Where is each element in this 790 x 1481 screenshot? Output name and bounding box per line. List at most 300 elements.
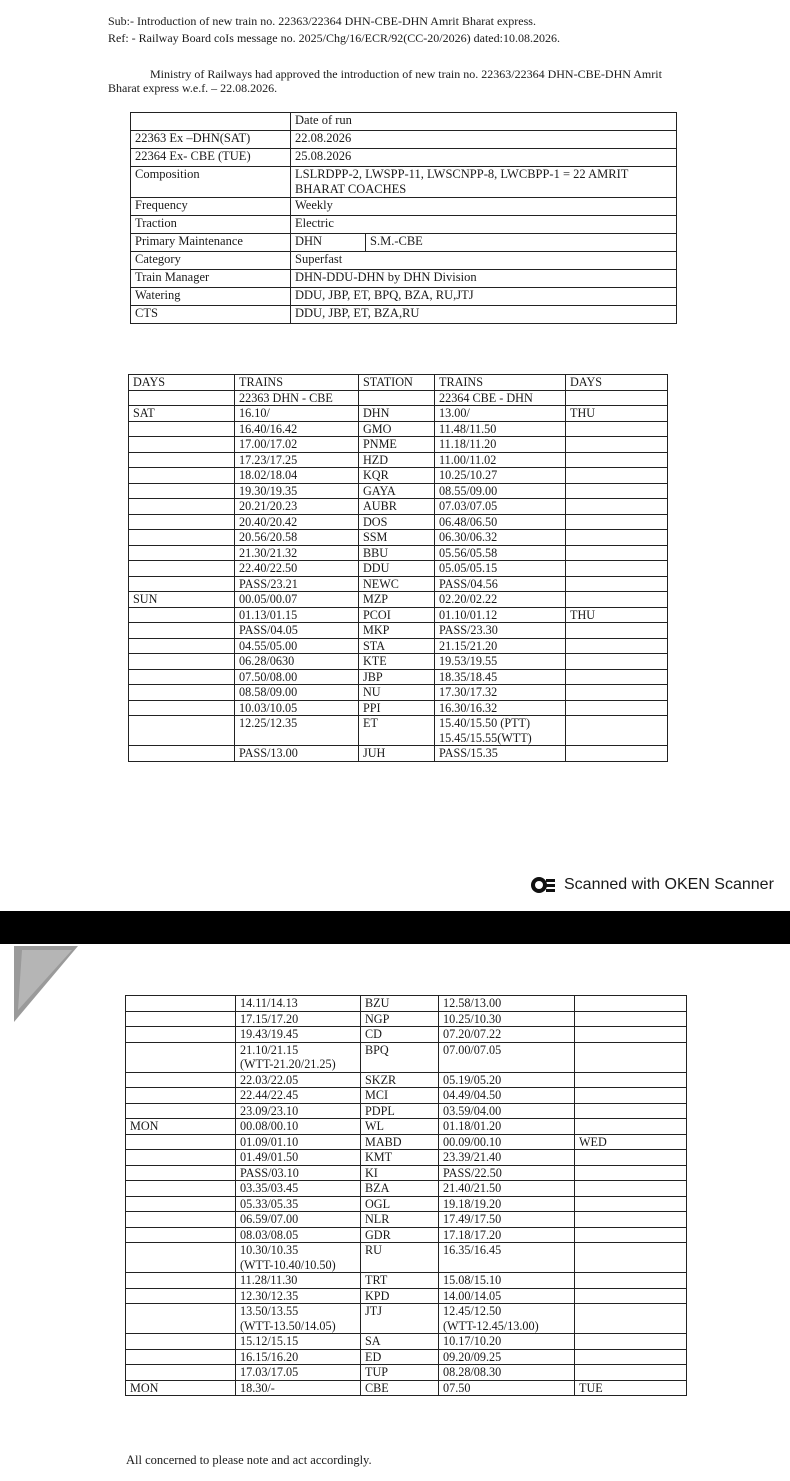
time-right-text: 10.17/10.20 (443, 1334, 502, 1348)
day-right (566, 716, 668, 746)
day-left (126, 1119, 236, 1135)
day-right (566, 499, 668, 515)
time-left-text: 19.30/19.35 (239, 483, 298, 498)
table-row (129, 576, 668, 592)
station-code-text: DHN (363, 406, 390, 420)
time-right (439, 1349, 575, 1365)
time-left (236, 1027, 361, 1043)
time-right (439, 1072, 575, 1088)
station-code-text: ED (365, 1349, 382, 1364)
station-code-text: NU (363, 685, 381, 699)
station-code (361, 1196, 439, 1212)
table-row (129, 700, 668, 716)
details-value: DHN (291, 234, 366, 252)
time-left (236, 1165, 361, 1181)
station-code-text: KMT (365, 1150, 393, 1164)
day-right-text: TUE (579, 1380, 603, 1395)
time-right (439, 1243, 575, 1273)
time-right-text: 06.48/06.50 (439, 514, 498, 529)
day-left-text: SAT (133, 406, 155, 420)
station-code-text: JTJ (365, 1304, 382, 1318)
time-right-text: 12.58/13.00 (443, 996, 502, 1010)
table-row (129, 592, 668, 608)
col-header-trains-left: TRAINS (235, 375, 359, 391)
station-code (361, 1212, 439, 1228)
day-right-text: WED (579, 1134, 607, 1149)
station-code (359, 669, 435, 685)
station-code-text: KQR (363, 468, 389, 482)
station-code (359, 700, 435, 716)
day-left (129, 700, 235, 716)
time-left-text: 06.28/0630 (239, 654, 295, 668)
time-left (236, 1304, 361, 1334)
day-right (575, 1150, 687, 1166)
time-right-text: 11.18/11.20 (439, 437, 497, 451)
day-right (566, 530, 668, 546)
day-left (126, 1103, 236, 1119)
table-row (126, 1119, 687, 1135)
time-left-text: 01.49/01.50 (240, 1150, 299, 1164)
details-row (131, 234, 677, 252)
details-label: Traction (131, 216, 291, 234)
station-code-text: NEWC (363, 576, 399, 591)
day-right (575, 1134, 687, 1150)
details-value: Weekly (291, 198, 677, 216)
station-code-text: SSM (363, 530, 388, 544)
day-right (575, 1181, 687, 1197)
time-right (439, 1181, 575, 1197)
time-right-text: 07.20/07.22 (443, 1027, 502, 1041)
table-row (129, 483, 668, 499)
station-code-text: ET (363, 716, 378, 730)
day-left (126, 1042, 236, 1072)
table-row (126, 1165, 687, 1181)
day-left (129, 607, 235, 623)
time-right-text: 15.40/15.50 (PTT) (439, 716, 531, 730)
time-right-text: PASS/23.30 (439, 623, 498, 637)
station-code (361, 1103, 439, 1119)
day-left (129, 406, 235, 422)
time-right (439, 1304, 575, 1334)
time-left-text: 08.58/09.00 (239, 685, 298, 699)
day-right (575, 1304, 687, 1334)
day-left (129, 576, 235, 592)
time-right (439, 1011, 575, 1027)
details-label: 22364 Ex- CBE (TUE) (131, 149, 291, 167)
time-left-text: 04.55/05.00 (239, 638, 298, 653)
details-value: 25.08.2026 (291, 149, 677, 167)
time-right-text: 17.49/17.50 (443, 1212, 502, 1226)
time-left (236, 1150, 361, 1166)
time-left-text: 16.40/16.42 (239, 421, 298, 436)
time-left (235, 716, 359, 746)
time-right-text: 03.59/04.00 (443, 1103, 502, 1118)
day-right (575, 1349, 687, 1365)
day-left (126, 1288, 236, 1304)
details-row (131, 306, 677, 324)
time-right-text: 21.15/21.20 (439, 638, 498, 653)
station-code-text: GAYA (363, 483, 396, 498)
time-right (439, 1334, 575, 1350)
time-left-text: PASS/23.21 (239, 576, 298, 591)
table-row (129, 561, 668, 577)
time-right-text: 11.48/11.50 (439, 421, 497, 436)
details-label: Train Manager (131, 270, 291, 288)
time-left (235, 561, 359, 577)
details-row (131, 167, 677, 198)
table-row (129, 452, 668, 468)
table-row (126, 1365, 687, 1381)
time-left-text: 13.50/13.55 (240, 1304, 299, 1318)
time-left (236, 1380, 361, 1396)
train-details-table (130, 112, 677, 324)
station-code (359, 421, 435, 437)
time-right-text: 06.30/06.32 (439, 530, 498, 544)
day-left (126, 1380, 236, 1396)
day-right (575, 1288, 687, 1304)
day-left (126, 1304, 236, 1334)
time-right (439, 1380, 575, 1396)
day-left (129, 716, 235, 746)
day-right (575, 1103, 687, 1119)
time-right-text: 04.49/04.50 (443, 1088, 502, 1102)
station-code-text: RU (365, 1243, 382, 1257)
station-code (359, 592, 435, 608)
time-left (235, 654, 359, 670)
reference-line: Ref: - Railway Board coIs message no. 2025/Chg/16/ECR/92(CC-20/2026) dated:10.08.2026. (108, 31, 560, 45)
time-right-text: 15.08/15.10 (443, 1273, 502, 1287)
time-right (439, 1042, 575, 1072)
table-row (129, 406, 668, 422)
station-code (361, 1304, 439, 1334)
table-row (129, 638, 668, 654)
day-right (575, 1088, 687, 1104)
day-right (566, 483, 668, 499)
day-left (129, 638, 235, 654)
station-code-text: JBP (363, 669, 383, 684)
details-row (131, 216, 677, 234)
station-code (361, 1150, 439, 1166)
station-code (359, 623, 435, 639)
day-right (575, 1273, 687, 1289)
time-right (439, 1227, 575, 1243)
station-code-text: BZU (365, 996, 390, 1010)
day-left (129, 483, 235, 499)
day-right (566, 746, 668, 762)
time-left (236, 1072, 361, 1088)
time-right-text: 18.35/18.45 (439, 669, 498, 684)
station-code-text: HZD (363, 452, 389, 467)
station-code (361, 1042, 439, 1072)
day-left (126, 1027, 236, 1043)
table-row (129, 499, 668, 515)
time-left-text: PASS/03.10 (240, 1165, 299, 1180)
time-left-text: 17.15/17.20 (240, 1011, 299, 1026)
footer-note: All concerned to please note and act accordingly. (126, 1453, 372, 1467)
day-left (129, 499, 235, 515)
time-right (435, 669, 566, 685)
station-code-text: TRT (365, 1273, 388, 1287)
time-right-text: 07.50 (443, 1380, 471, 1395)
station-code (359, 468, 435, 484)
time-left-text: 10.30/10.35 (240, 1243, 299, 1257)
station-code-text: BBU (363, 545, 389, 560)
station-code (359, 685, 435, 701)
table-row (126, 1380, 687, 1396)
station-code-text: MZP (363, 592, 389, 606)
time-left (236, 1196, 361, 1212)
details-label: Frequency (131, 198, 291, 216)
day-left (129, 468, 235, 484)
day-left (126, 1349, 236, 1365)
day-left (126, 1134, 236, 1150)
day-left (129, 437, 235, 453)
station-code (359, 514, 435, 530)
time-right-text: 08.55/09.00 (439, 483, 498, 498)
table-row (126, 1304, 687, 1334)
day-right (566, 685, 668, 701)
time-right (439, 1288, 575, 1304)
time-left (235, 746, 359, 762)
table-row (126, 1181, 687, 1197)
time-right-text: 05.19/05.20 (443, 1072, 502, 1087)
day-left (129, 421, 235, 437)
blank-cell (129, 390, 235, 406)
time-right (439, 996, 575, 1012)
day-right (575, 1027, 687, 1043)
time-left-text: 21.10/21.15 (240, 1042, 299, 1057)
time-right (435, 421, 566, 437)
day-right (575, 1011, 687, 1027)
time-left (236, 1119, 361, 1135)
time-left (236, 1134, 361, 1150)
time-left-text-2: (WTT-10.40/10.50) (240, 1257, 336, 1272)
time-left-text: 15.12/15.15 (240, 1334, 299, 1348)
day-left-text: SUN (133, 592, 158, 606)
station-code (361, 1365, 439, 1381)
time-left-text: 20.40/20.42 (239, 514, 298, 529)
day-left (126, 1011, 236, 1027)
time-left (235, 700, 359, 716)
station-code (361, 1088, 439, 1104)
day-left (126, 1088, 236, 1104)
station-code (359, 746, 435, 762)
station-code (359, 452, 435, 468)
time-left (236, 1349, 361, 1365)
station-code (361, 1349, 439, 1365)
day-left (129, 669, 235, 685)
details-label: Composition (131, 167, 291, 198)
station-code-text: WL (365, 1119, 384, 1133)
time-left (235, 592, 359, 608)
date-of-run-label: Date of run (291, 113, 677, 131)
time-right (439, 1088, 575, 1104)
blank-cell (359, 390, 435, 406)
time-left-text: 21.30/21.32 (239, 545, 298, 560)
day-left (129, 561, 235, 577)
details-row (131, 198, 677, 216)
time-right (435, 638, 566, 654)
table-row (126, 1011, 687, 1027)
col-header-days-right: DAYS (566, 375, 668, 391)
table-row (129, 514, 668, 530)
station-code-text: DDU (363, 561, 390, 575)
folded-corner-shadow (14, 946, 78, 1022)
time-left-text: 00.05/00.07 (239, 592, 298, 606)
table-row (126, 1088, 687, 1104)
time-left (235, 623, 359, 639)
table-row (126, 1196, 687, 1212)
time-left (235, 421, 359, 437)
time-right-text-2: 15.45/15.55(WTT) (439, 730, 532, 745)
time-right (435, 514, 566, 530)
time-left-text: 23.09/23.10 (240, 1103, 299, 1118)
day-right (566, 623, 668, 639)
train-left-name: 22363 DHN - CBE (235, 390, 359, 406)
day-right (575, 1072, 687, 1088)
day-right-text: THU (570, 406, 596, 420)
day-right (566, 545, 668, 561)
time-right-text: 19.18/19.20 (443, 1196, 502, 1211)
station-code-text: PNME (363, 437, 397, 451)
timetable-header-row (129, 375, 668, 391)
time-right (435, 545, 566, 561)
blank-cell (566, 390, 668, 406)
time-left (235, 452, 359, 468)
day-right (575, 1380, 687, 1396)
time-right-text: 14.00/14.05 (443, 1288, 502, 1303)
station-code (359, 545, 435, 561)
station-code (359, 561, 435, 577)
day-right (575, 1227, 687, 1243)
time-left-text: 22.44/22.45 (240, 1088, 299, 1102)
time-right (439, 1273, 575, 1289)
time-left (236, 1334, 361, 1350)
time-right (435, 654, 566, 670)
time-left (235, 514, 359, 530)
day-left (126, 996, 236, 1012)
day-left (129, 514, 235, 530)
day-right (566, 452, 668, 468)
time-left-text: 01.09/01.10 (240, 1134, 299, 1149)
time-left (236, 1273, 361, 1289)
station-code (359, 406, 435, 422)
station-code-text: TUP (365, 1365, 389, 1379)
station-code (361, 1273, 439, 1289)
station-code-text: SKZR (365, 1072, 397, 1087)
table-row (126, 1134, 687, 1150)
time-right-text: 17.18/17.20 (443, 1227, 502, 1242)
details-label-cell (131, 113, 291, 131)
details-row (131, 270, 677, 288)
time-left (235, 545, 359, 561)
time-right (439, 1165, 575, 1181)
station-code (361, 996, 439, 1012)
table-row (129, 607, 668, 623)
table-row (129, 685, 668, 701)
time-left (235, 669, 359, 685)
station-code-text: JUH (363, 746, 386, 760)
time-right (439, 1027, 575, 1043)
time-left-text: 01.13/01.15 (239, 607, 298, 622)
time-left-text: 20.56/20.58 (239, 530, 298, 544)
table-row (126, 1103, 687, 1119)
time-right-text: 10.25/10.30 (443, 1011, 502, 1026)
time-left-text-2: (WTT-21.20/21.25) (240, 1057, 336, 1071)
time-right (435, 746, 566, 762)
station-code-text: MABD (365, 1134, 402, 1149)
details-value: Superfast (291, 252, 677, 270)
time-right (435, 700, 566, 716)
timetable-part-2 (125, 995, 687, 1396)
details-value: LSLRDPP-2, LWSPP-11, LWSCNPP-8, LWCBPP-1 = 22 AMRIT BHARAT COACHES (291, 167, 677, 198)
station-code (361, 1334, 439, 1350)
day-left (126, 1212, 236, 1228)
time-left (235, 576, 359, 592)
station-code (359, 499, 435, 515)
subject-line: Sub:- Introduction of new train no. 22363/22364 DHN-CBE-DHN Amrit Bharat express. (108, 14, 536, 28)
time-right-text: 16.35/16.45 (443, 1243, 502, 1257)
time-right-text: 05.05/05.15 (439, 561, 498, 575)
time-left-text: 17.23/17.25 (239, 452, 298, 467)
station-code (359, 530, 435, 546)
table-row (126, 1273, 687, 1289)
station-code-text: BPQ (365, 1042, 389, 1057)
time-left-text: 16.10/ (239, 406, 270, 420)
time-right (435, 623, 566, 639)
station-code-text: OGL (365, 1196, 391, 1211)
time-left-text: 18.30/- (240, 1380, 275, 1395)
time-right (439, 1119, 575, 1135)
table-row (129, 654, 668, 670)
day-left (129, 654, 235, 670)
table-row (129, 421, 668, 437)
time-right-text: 17.30/17.32 (439, 685, 498, 699)
day-left-text: MON (130, 1380, 159, 1395)
station-code (359, 437, 435, 453)
details-value: Electric (291, 216, 677, 234)
scanner-watermark (530, 875, 774, 895)
details-label: Primary Maintenance (131, 234, 291, 252)
day-left (126, 1181, 236, 1197)
time-left (235, 437, 359, 453)
details-row (131, 149, 677, 167)
station-code (361, 1027, 439, 1043)
station-code-text: PDPL (365, 1103, 395, 1118)
time-right (439, 1196, 575, 1212)
time-right-text: 09.20/09.25 (443, 1349, 502, 1364)
station-code (361, 1380, 439, 1396)
time-right-text: 23.39/21.40 (443, 1150, 502, 1164)
time-right (439, 1212, 575, 1228)
day-left (129, 623, 235, 639)
day-left (129, 452, 235, 468)
day-right (575, 996, 687, 1012)
col-header-trains-right: TRAINS (435, 375, 566, 391)
station-code (361, 1119, 439, 1135)
time-right (435, 561, 566, 577)
details-value: DDU, JBP, ET, BZA,RU (291, 306, 677, 324)
day-right (566, 406, 668, 422)
time-right (435, 607, 566, 623)
table-row (126, 1227, 687, 1243)
table-row (126, 1334, 687, 1350)
table-row (126, 1150, 687, 1166)
details-value-secondary: S.M.-CBE (366, 234, 677, 252)
time-left (235, 607, 359, 623)
time-left (236, 1011, 361, 1027)
day-right (566, 468, 668, 484)
